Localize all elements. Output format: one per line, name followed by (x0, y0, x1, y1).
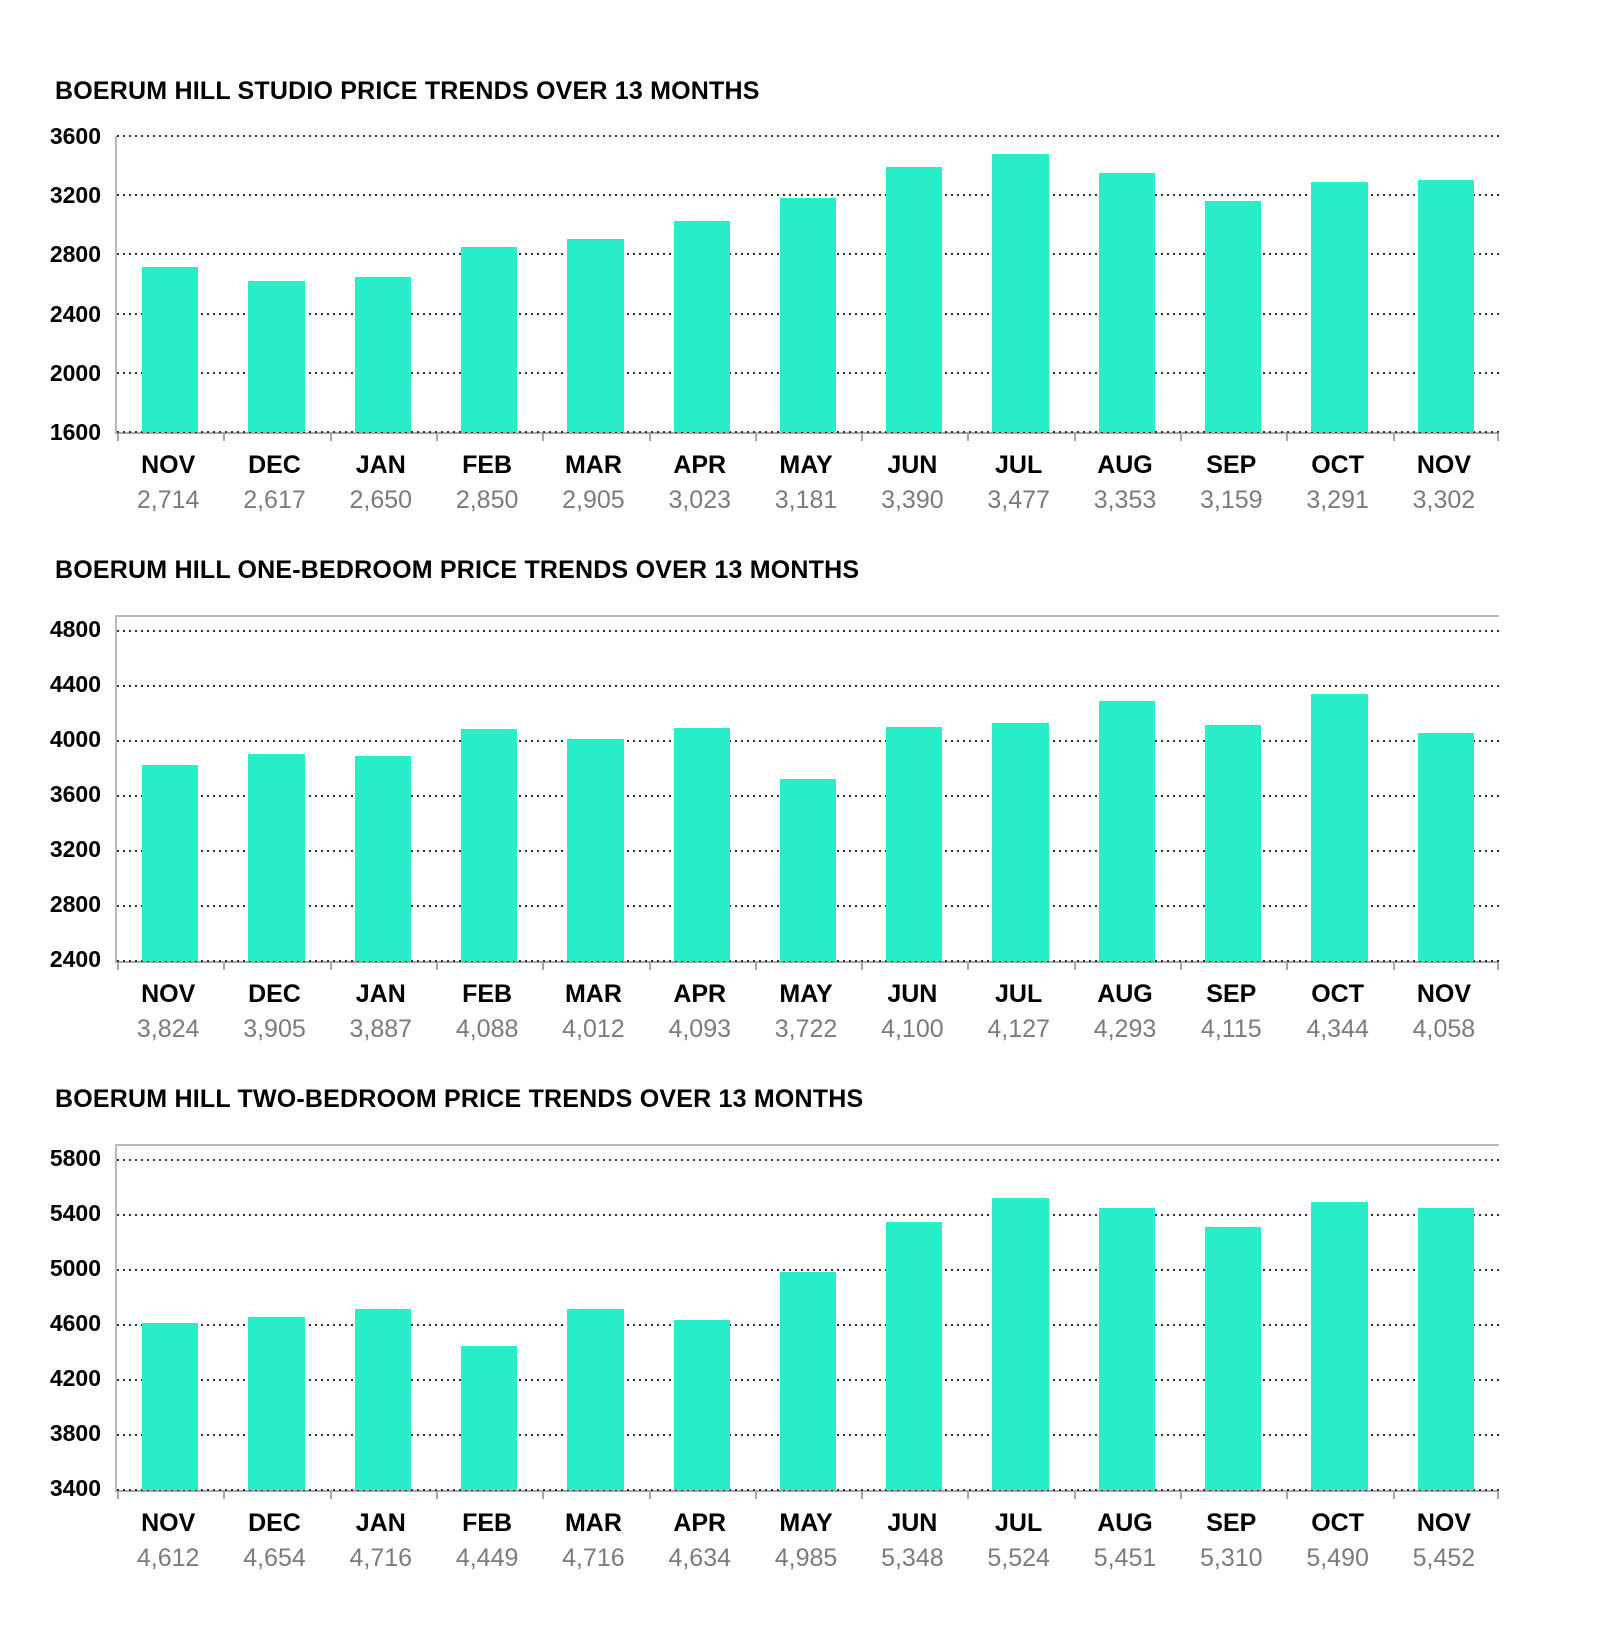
x-axis-tick (1180, 434, 1182, 441)
x-axis-category (328, 980, 434, 1044)
bar (142, 765, 198, 961)
chart-title: BOERUM HILL STUDIO PRICE TRENDS OVER 13 MONTHS (55, 77, 760, 105)
bar-slot (117, 617, 223, 961)
x-axis-labels (115, 1509, 1497, 1573)
x-axis-tick (1180, 1492, 1182, 1499)
month-label: JAN (355, 451, 406, 479)
x-axis-category (647, 451, 753, 515)
bar-slot (1286, 1146, 1392, 1490)
x-axis-tick (117, 434, 119, 441)
bar-slot (755, 1146, 861, 1490)
x-axis-category (1072, 980, 1178, 1044)
bar (248, 281, 304, 432)
bar-slot (436, 617, 542, 961)
x-axis-category (328, 1509, 434, 1573)
x-axis-category (1391, 980, 1497, 1044)
month-label: MAR (564, 980, 622, 1008)
x-axis-category (966, 980, 1072, 1044)
bar (248, 1317, 304, 1490)
value-label: 4,293 (1093, 1015, 1157, 1043)
month-label: OCT (1311, 1509, 1364, 1537)
bar-slot (117, 136, 223, 432)
y-axis-label: 3200 (49, 182, 101, 209)
month-label: MAY (779, 451, 833, 479)
plot-area (115, 1144, 1499, 1492)
bar-slot (223, 1146, 329, 1490)
x-axis-tick (436, 963, 438, 970)
value-label: 4,093 (668, 1015, 731, 1043)
x-axis-tick (117, 963, 119, 970)
value-label: 4,985 (774, 1544, 838, 1572)
value-label: 3,390 (881, 486, 944, 514)
bar-slot (223, 136, 329, 432)
x-axis-category (434, 980, 540, 1044)
value-label: 4,127 (987, 1015, 1050, 1043)
x-axis-category (1284, 451, 1390, 515)
bar (1205, 725, 1261, 961)
month-label: JUL (995, 980, 1043, 1008)
chart-title: BOERUM HILL TWO-BEDROOM PRICE TRENDS OVER 13 MONTHS (55, 1085, 864, 1113)
month-label: NOV (1416, 980, 1471, 1008)
bar (1311, 1202, 1367, 1490)
x-axis-tick (755, 434, 757, 441)
value-label: 3,023 (668, 486, 731, 514)
x-axis-tick (1286, 434, 1288, 441)
value-label: 4,012 (562, 1015, 625, 1043)
x-axis-category (1072, 451, 1178, 515)
plot-row (49, 123, 1600, 445)
x-axis-tick (542, 963, 544, 970)
bar-slot (1393, 136, 1499, 432)
y-axis-label: 5800 (49, 1144, 101, 1171)
x-axis-category (859, 1509, 965, 1573)
month-label: DEC (248, 980, 301, 1008)
bar (461, 1346, 517, 1490)
bar (567, 1309, 623, 1490)
bar (248, 754, 304, 961)
value-label: 5,490 (1306, 1544, 1369, 1572)
bar (992, 154, 1048, 432)
month-label: MAR (564, 1509, 622, 1537)
x-axis-tick (330, 963, 332, 970)
bar (886, 727, 942, 961)
x-axis-tick (1497, 1492, 1499, 1499)
bar-slot (967, 617, 1073, 961)
x-axis-category (859, 980, 965, 1044)
x-axis-category (753, 1509, 859, 1573)
x-axis-category (859, 451, 965, 515)
y-axis-label: 4800 (49, 615, 101, 642)
x-axis-tick (223, 1492, 225, 1499)
month-label: JUL (995, 1509, 1043, 1537)
x-axis-category (540, 980, 646, 1044)
two-bedroom-price-chart (49, 1084, 1600, 1573)
month-label: APR (673, 451, 727, 479)
month-label: AUG (1097, 980, 1153, 1008)
x-axis-category (1391, 1509, 1497, 1573)
x-axis-category (1178, 1509, 1284, 1573)
x-axis-tick (1180, 963, 1182, 970)
bar (886, 167, 942, 432)
x-axis-category (434, 1509, 540, 1573)
bar (1311, 694, 1367, 961)
bar (1205, 201, 1261, 432)
x-axis-category (1391, 451, 1497, 515)
y-axis-label: 4400 (49, 670, 101, 697)
x-axis-tick (1074, 434, 1076, 441)
y-axis-label: 2400 (49, 946, 101, 972)
chart-title: BOERUM HILL ONE-BEDROOM PRICE TRENDS OVER 13 MONTHS (55, 556, 860, 584)
month-label: NOV (141, 451, 196, 479)
y-axis-label: 2800 (49, 890, 101, 917)
bar (1418, 733, 1474, 961)
bar-slot (649, 617, 755, 961)
bar-slot (1074, 1146, 1180, 1490)
value-label: 4,612 (136, 1544, 200, 1572)
value-label: 3,302 (1412, 486, 1476, 514)
bar (1311, 182, 1367, 432)
bar (355, 277, 411, 432)
month-label: FEB (462, 980, 513, 1008)
x-axis-tick (967, 434, 969, 441)
month-label: SEP (1206, 1509, 1257, 1537)
x-axis-labels (115, 980, 1497, 1044)
bar-slot (649, 136, 755, 432)
month-label: MAY (779, 1509, 833, 1537)
x-axis-tick (1074, 1492, 1076, 1499)
y-axis-label: 2400 (49, 300, 101, 327)
bar (674, 221, 730, 432)
month-label: APR (673, 1509, 727, 1537)
y-axis-label: 3800 (49, 1419, 101, 1446)
value-label: 4,100 (881, 1015, 944, 1043)
y-axis-label: 4200 (49, 1364, 101, 1391)
bar (567, 739, 623, 961)
x-axis-category (1284, 980, 1390, 1044)
value-label: 4,716 (349, 1544, 413, 1572)
y-axis-label: 3600 (49, 780, 101, 807)
bar-slot (1180, 1146, 1286, 1490)
x-axis-tick (1497, 434, 1499, 441)
y-axis-labels (49, 1144, 115, 1501)
bar-slot (755, 617, 861, 961)
x-axis-category (753, 451, 859, 515)
value-label: 3,887 (349, 1015, 413, 1043)
value-label: 4,634 (668, 1544, 731, 1572)
value-label: 3,181 (774, 486, 838, 514)
x-axis-tick (755, 963, 757, 970)
month-label: DEC (248, 1509, 301, 1537)
bar (1205, 1227, 1261, 1490)
month-label: SEP (1206, 980, 1257, 1008)
y-axis-label: 4600 (49, 1309, 101, 1336)
value-label: 4,654 (243, 1544, 306, 1572)
month-label: NOV (141, 980, 196, 1008)
x-axis-tick (542, 1492, 544, 1499)
bar-slot (1286, 136, 1392, 432)
x-axis-category (540, 451, 646, 515)
value-label: 3,824 (136, 1015, 200, 1043)
month-label: FEB (462, 451, 513, 479)
y-axis-label: 2800 (49, 241, 101, 268)
x-axis-tick (967, 963, 969, 970)
value-label: 4,449 (455, 1544, 519, 1572)
studio-price-chart (49, 76, 1600, 515)
y-axis-label: 3600 (49, 123, 101, 149)
bar-slot (542, 1146, 648, 1490)
bar (355, 1309, 411, 1490)
bar-slot (223, 617, 329, 961)
bar-slot (542, 617, 648, 961)
bar (780, 198, 836, 432)
x-axis-tick (649, 963, 651, 970)
bar-slot (1393, 617, 1499, 961)
x-axis-tick (967, 1492, 969, 1499)
value-label: 2,650 (349, 486, 413, 514)
bar (461, 729, 517, 961)
value-label: 4,716 (562, 1544, 625, 1572)
x-axis-category (966, 1509, 1072, 1573)
bar (992, 723, 1048, 961)
x-axis-tick (1286, 963, 1288, 970)
y-axis-label: 1600 (49, 419, 101, 445)
y-axis-label: 5000 (49, 1254, 101, 1281)
x-axis-tick (1074, 963, 1076, 970)
value-label: 3,905 (243, 1015, 306, 1043)
bar-slot (967, 136, 1073, 432)
x-axis-category (221, 451, 327, 515)
bar-slot (1286, 617, 1392, 961)
bar (1099, 701, 1155, 961)
x-axis-category (647, 980, 753, 1044)
bar (780, 779, 836, 961)
x-axis-tick (861, 963, 863, 970)
value-label: 2,617 (243, 486, 306, 514)
value-label: 3,353 (1093, 486, 1157, 514)
bar (886, 1222, 942, 1490)
bar-slot (1180, 617, 1286, 961)
month-label: SEP (1206, 451, 1257, 479)
value-label: 4,088 (455, 1015, 519, 1043)
plot-area (115, 615, 1499, 963)
x-axis-category (647, 1509, 753, 1573)
bar (674, 1320, 730, 1490)
x-axis-tick (649, 434, 651, 441)
value-label: 5,524 (987, 1544, 1050, 1572)
x-axis-category (1178, 980, 1284, 1044)
x-axis-tick (649, 1492, 651, 1499)
bar (142, 267, 198, 432)
x-axis-category (1072, 1509, 1178, 1573)
value-label: 5,452 (1412, 1544, 1476, 1572)
x-axis-tick (330, 1492, 332, 1499)
bar-slot (1180, 136, 1286, 432)
y-axis-labels (49, 615, 115, 972)
x-axis-tick (436, 434, 438, 441)
x-axis-tick (117, 1492, 119, 1499)
bar (1418, 1208, 1474, 1490)
bar (780, 1272, 836, 1490)
x-axis-category (434, 451, 540, 515)
value-label: 2,714 (136, 486, 200, 514)
bar (1099, 173, 1155, 432)
y-axis-label: 5400 (49, 1199, 101, 1226)
month-label: NOV (141, 1509, 196, 1537)
bar-slot (330, 1146, 436, 1490)
value-label: 4,115 (1200, 1015, 1262, 1043)
value-label: 5,348 (881, 1544, 944, 1572)
x-axis-category (966, 451, 1072, 515)
month-label: OCT (1311, 451, 1364, 479)
value-label: 3,722 (774, 1015, 838, 1043)
plot-row (49, 615, 1600, 972)
x-axis-tick (436, 1492, 438, 1499)
x-axis-category (115, 980, 221, 1044)
month-label: JUN (887, 451, 938, 479)
month-label: OCT (1311, 980, 1364, 1008)
y-axis-labels (49, 123, 115, 445)
x-axis-category (328, 451, 434, 515)
month-label: JAN (355, 980, 406, 1008)
y-axis-label: 3200 (49, 835, 101, 862)
bar-slot (1393, 1146, 1499, 1490)
bar-slot (436, 136, 542, 432)
month-label: FEB (462, 1509, 513, 1537)
bar-slot (1074, 617, 1180, 961)
bar-slot (967, 1146, 1073, 1490)
plot-row (49, 1144, 1600, 1501)
bar (1099, 1208, 1155, 1490)
bar (567, 239, 623, 432)
y-axis-label: 3400 (49, 1475, 101, 1501)
month-label: JUL (995, 451, 1043, 479)
x-axis-tick (755, 1492, 757, 1499)
bar-slot (330, 617, 436, 961)
x-axis-category (540, 1509, 646, 1573)
x-axis-category (221, 1509, 327, 1573)
bar (461, 247, 517, 432)
value-label: 4,344 (1306, 1015, 1369, 1043)
bar (674, 728, 730, 961)
value-label: 2,850 (455, 486, 519, 514)
value-label: 3,291 (1306, 486, 1369, 514)
x-axis-category (1178, 451, 1284, 515)
bar-slot (861, 136, 967, 432)
x-axis-category (753, 980, 859, 1044)
x-axis-tick (1393, 434, 1395, 441)
x-axis-category (1284, 1509, 1390, 1573)
x-axis-tick (1497, 963, 1499, 970)
bar (992, 1198, 1048, 1490)
bar (1418, 180, 1474, 432)
bar-slot (542, 136, 648, 432)
month-label: NOV (1416, 451, 1471, 479)
x-axis-tick (223, 434, 225, 441)
month-label: NOV (1416, 1509, 1471, 1537)
x-axis-category (115, 451, 221, 515)
x-axis-category (115, 1509, 221, 1573)
month-label: AUG (1097, 1509, 1153, 1537)
bar-slot (330, 136, 436, 432)
x-axis-tick (223, 963, 225, 970)
x-axis-tick (330, 434, 332, 441)
bar-slot (649, 1146, 755, 1490)
value-label: 4,058 (1412, 1015, 1476, 1043)
month-label: DEC (248, 451, 301, 479)
value-label: 3,159 (1200, 486, 1263, 514)
bar-slot (436, 1146, 542, 1490)
y-axis-label: 2000 (49, 359, 101, 386)
bar-slot (861, 1146, 967, 1490)
month-label: MAY (779, 980, 833, 1008)
bar-slot (1074, 136, 1180, 432)
value-label: 2,905 (562, 486, 625, 514)
value-label: 5,310 (1200, 1544, 1263, 1572)
month-label: JUN (887, 980, 938, 1008)
y-axis-label: 4000 (49, 725, 101, 752)
bar-slot (755, 136, 861, 432)
x-axis-category (221, 980, 327, 1044)
bar (142, 1323, 198, 1490)
one-bedroom-price-chart (49, 555, 1600, 1044)
x-axis-labels (115, 451, 1497, 515)
bar-slot (861, 617, 967, 961)
bar (355, 756, 411, 961)
x-axis-tick (861, 1492, 863, 1499)
x-axis-tick (1393, 963, 1395, 970)
bar-slot (117, 1146, 223, 1490)
month-label: APR (673, 980, 727, 1008)
value-label: 5,451 (1093, 1544, 1157, 1572)
value-label: 3,477 (987, 486, 1050, 514)
x-axis-tick (861, 434, 863, 441)
month-label: JUN (887, 1509, 938, 1537)
plot-area (115, 136, 1499, 434)
month-label: AUG (1097, 451, 1153, 479)
x-axis-tick (542, 434, 544, 441)
month-label: JAN (355, 1509, 406, 1537)
x-axis-tick (1393, 1492, 1395, 1499)
x-axis-tick (1286, 1492, 1288, 1499)
month-label: MAR (564, 451, 622, 479)
